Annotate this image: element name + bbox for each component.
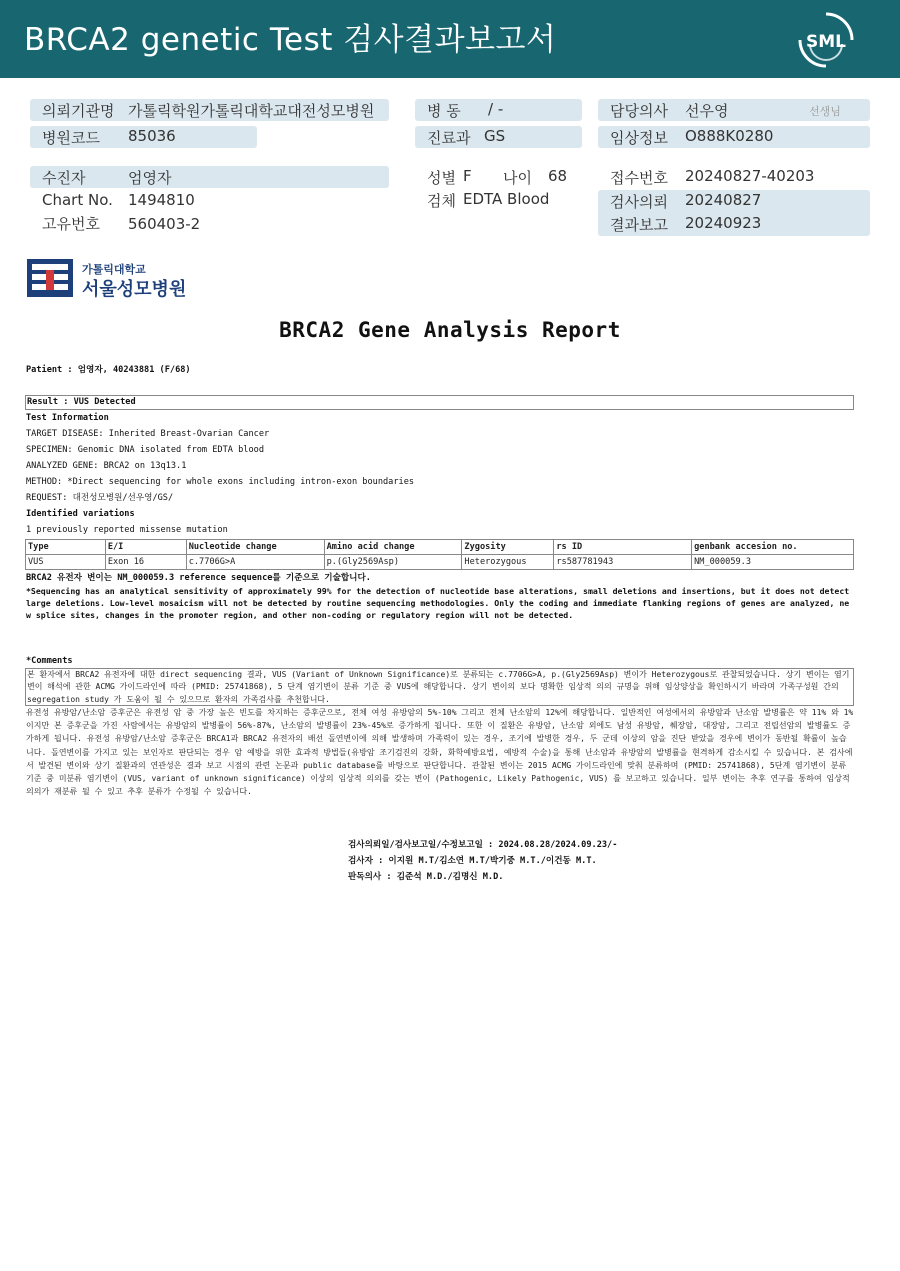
doctor-value: 선우영 [685,102,729,120]
chart-value: 1494810 [128,191,195,209]
sensitivity-line-2: large deletions. Low-level mosaicism will not be detected by routine sequencing methodologies. Only the coding and immediate flanking regions of genes are analyzed, ne [26,598,850,608]
sensitivity-line-3: w splice sites, changes in the promoter region, and other non-coding or regulatory region will not be detected. [26,610,574,620]
comment-boxed-text: 본 환자에서 BRCA2 유전자에 대한 direct sequencing 결과, VUS (Variant of Unknown Significance)로 분류되는 c.7706G>A, p.(Gly2569Asp) 변이가 Heterozygous로 관찰되었습니다. 상기 변이는 염기변이 해석에 관한 ACMG 가이드라인에 따라 (PMID: 25741868), 5 단계 염기변이 분류 기준 중 VUS에 해당합니다. 상기 변이의 보다 명확한 임상적 의의 규명을 위해 임상양상을 확인하시기 바라며 가족구성원 간의 segregation study 가 도움이 될 수 있으므로 환자의 가족검사를 추천합니다. [27,670,850,704]
table-header-cell: E/I [105,540,186,555]
variation-table [25,539,854,570]
result-text: Result : VUS Detected [27,397,136,407]
clinical-value: O888K0280 [685,127,774,145]
specimen-value: EDTA Blood [463,190,550,208]
id-label: 고유번호 [42,215,100,233]
table-cell: rs587781943 [554,555,692,570]
target-disease: TARGET DISEASE: Inherited Breast-Ovarian Cancer [26,429,270,439]
table-cell: NM_000059.3 [692,555,854,570]
sml-logo-text: SML [806,32,846,52]
test-info-heading: Test Information [26,413,109,423]
hospital-code-value: 85036 [128,127,176,145]
comment-body-text: 유전성 유방암/난소암 증후군은 유전성 암 중 가장 높은 빈도를 차지하는 증후군으로, 전체 여성 유방암의 5%-10% 그리고 전체 난소암의 12%에 해당합니다. 일반적인 여성에서의 유방암과 난소암 발병률은 약 11% 와 1%이지만 본 증후군을 가진 사람에서는 유방암의 발병률이 56%-87%, 난소암의 발병률이 23%-45%로 증가하게 됩니다. 또한 이 질환은 유방암, 난소암 외에도 남성 유방암, 췌장암, 대장암, 그리고 전립선암의 발병률도 증가하게 됩니다. 유전성 유방암/난소암 증후군은 BRCA1과 BRCA2 유전자의 배선 돌연변이에 의해 발생하며 가족력이 있는 경우, 조기에 발병한 경우, 두 군데 이상의 암을 진단 받았을 경우에 변이가 동반될 확률이 높습니다. 돌연변이를 가지고 있는 보인자로 판단되는 경우 암 예방을 위한 효과적 방법들(유방암 조기검진의 강화, 화학예방요법, 예방적 수술)을 통해 난소암과 유방암의 발병률을 현격하게 감소시킬 수 있습니다. 본 검사에서 발견된 변이와 상기 질환과의 연관성은 결과 보고 시점의 관련 논문과 public database를 바탕으로 판단합니다. 관찰된 변이는 2015 ACMG 가이드라인에 맞춰 분류하며 (PMID: 25741868), 5단계 염기변이 분류 기준 중 미분류 염기변이 (VUS, variant of unknown significance) 이상의 임상적 의의를 갖는 변이 (Pathogenic, Likely Pathogenic, VUS) 를 보고하고 있습니다. 일부 변이는 추후 연구를 통하여 임상적 의의가 재분류 될 수 있고 추후 분류가 수정될 수 있습니다. [26,708,854,797]
institution-label: 의뢰기관명 [42,102,115,120]
sex-value: F [463,167,472,185]
report-title: BRCA2 Gene Analysis Report [279,318,621,342]
age-label: 나이 [503,169,532,187]
page-title: BRCA2 genetic Test 검사결과보고서 [24,22,557,58]
ward-label: 병 동 [427,102,461,120]
dept-value: GS [484,127,506,145]
receipt-label: 접수번호 [610,169,668,187]
hospital-logo-main: 서울성모병원 [82,279,187,300]
hospital-logo-sub: 가톨릭대학교 [82,263,146,276]
request-line: REQUEST: 대전성모병원/선우영/GS/ [26,493,174,503]
hospital-emblem-icon [26,258,74,298]
id-field [30,212,389,234]
request-date-value: 20240827 [685,191,762,209]
chart-field [30,190,389,212]
receipt-field [598,166,870,188]
request-date-label: 검사의뢰 [610,193,668,211]
institution-value: 가톨릭학원가톨릭대학교대전성모병원 [128,102,375,120]
patient-label: 수진자 [42,169,86,187]
sml-logo-icon [796,10,856,70]
clinical-label: 임상정보 [610,129,668,147]
table-row [26,555,854,570]
hospital-logo [26,258,196,300]
table-header-cell: rs ID [554,540,692,555]
patient-line: Patient : 엄영자, 40243881 (F/68) [26,365,191,375]
report-dates: 검사의뢰일/검사보고일/수정보고일 : 2024.08.28/2024.09.23/- [348,840,618,850]
result-box [25,395,854,410]
dept-label: 진료과 [427,129,471,147]
ward-value: / - [488,100,504,118]
doctor-suffix: 선생님 [809,105,841,118]
request-report-field [598,190,870,236]
sensitivity-line-1: *Sequencing has an analytical sensitivity of approximately 99% for the detection of nucleotide base alterations, small deletions and insertions, but it does not detect [26,586,850,596]
receipt-value: 20240827-40203 [685,167,815,185]
table-header-cell: Amino acid change [324,540,462,555]
method-line: METHOD: *Direct sequencing for whole exons including intron-exon boundaries [26,477,415,487]
identified-desc: 1 previously reported missense mutation [26,525,228,535]
report-readers: 판독의사 : 김준석 M.D./김명신 M.D. [348,872,504,882]
doctor-label: 담당의사 [610,102,668,120]
table-cell: Heterozygous [462,555,554,570]
table-cell: p.(Gly2569Asp) [324,555,462,570]
sex-label: 성별 [427,169,456,187]
table-header-cell: Zygosity [462,540,554,555]
table-cell: VUS [26,555,106,570]
specimen-field [415,189,582,211]
id-value: 560403-2 [128,215,201,233]
patient-value: 엄영자 [128,169,172,187]
specimen-line: SPECIMEN: Genomic DNA isolated from EDTA blood [26,445,264,455]
table-header-cell: Nucleotide change [186,540,324,555]
report-date-label: 결과보고 [610,216,668,234]
hospital-code-field [30,126,257,148]
patient-field [30,166,389,188]
clinical-field [598,126,870,148]
sex-age-field [415,166,582,188]
reference-note: BRCA2 유전자 변이는 NM_000059.3 reference sequence를 기준으로 기술합니다. [26,573,371,583]
table-cell: Exon 16 [105,555,186,570]
report-date-value: 20240923 [685,214,762,232]
table-header-cell: genbank accesion no. [692,540,854,555]
institution-field [30,99,389,121]
header-bar [0,0,900,78]
table-header-cell: Type [26,540,106,555]
chart-label: Chart No. [42,191,113,209]
dept-field [415,126,582,148]
hospital-code-label: 병원코드 [42,129,100,147]
doctor-field [598,99,870,121]
specimen-label: 검체 [427,192,456,210]
table-cell: c.7706G>A [186,555,324,570]
report-examiners: 검사자 : 이지원 M.T/김소연 M.T/박기중 M.T./이건동 M.T. [348,856,597,866]
age-value: 68 [548,167,568,185]
analyzed-gene: ANALYZED GENE: BRCA2 on 13q13.1 [26,461,187,471]
table-header-row [26,540,854,555]
comments-heading: *Comments [26,656,73,666]
identified-heading: Identified variations [26,509,135,519]
ward-field [415,99,582,121]
